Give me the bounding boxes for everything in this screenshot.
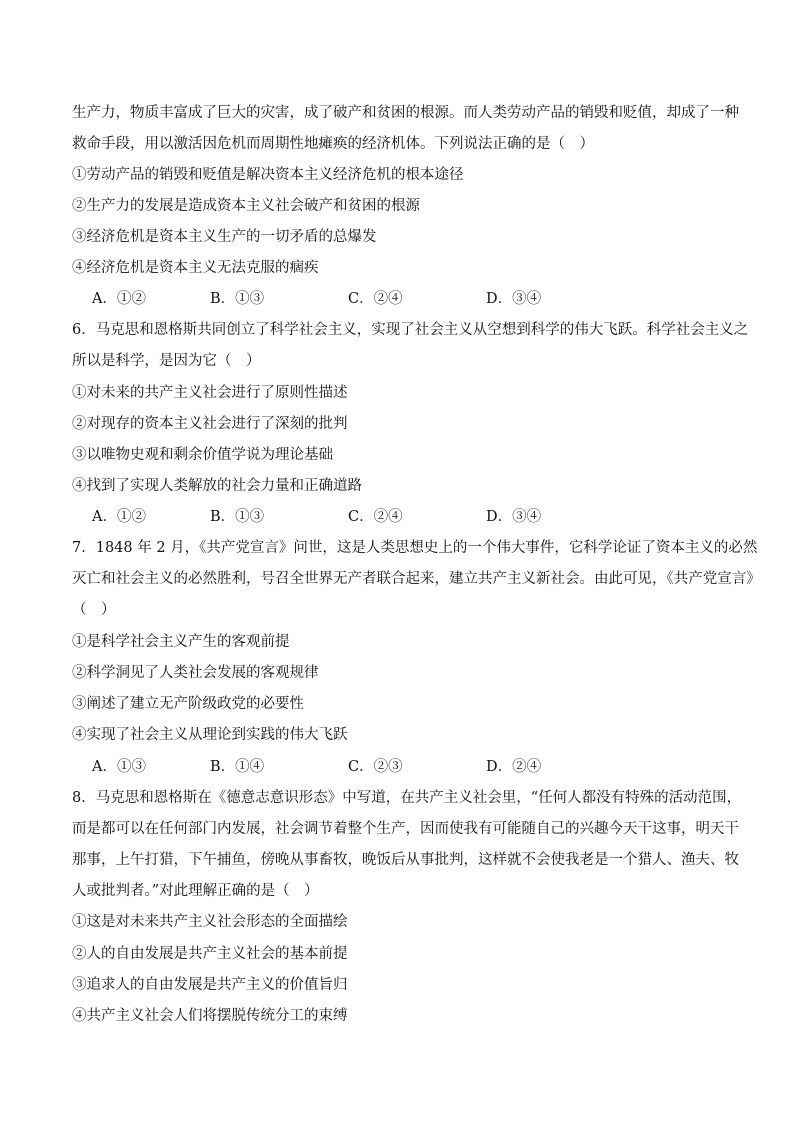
q8-option-2: ②人的自由发展是共产主义社会的基本前提	[72, 946, 348, 962]
q7-option-3: ③阐述了建立无产阶级政党的必要性	[72, 696, 304, 712]
q6-stem-line-2: 所以是科学，是因为它（ ）	[72, 353, 261, 369]
q6-option-3: ③以唯物史观和剩余价值学说为理论基础	[72, 447, 333, 463]
q8-stem-line-1: 8．马克思和恩格斯在《德意志意识形态》中写道，在共产主义社会里，“任何人都没有特殊的活动范围，	[72, 790, 742, 806]
q6-stem-line-1: 6．马克思和恩格斯共同创立了科学社会主义，实现了社会主义从空想到科学的伟大飞跃。科学社会主义之	[72, 322, 749, 338]
q5-choices	[92, 289, 732, 309]
q5-option-3: ③经济危机是资本主义生产的一切矛盾的总爆发	[72, 229, 377, 245]
q5-option-2: ②生产力的发展是造成资本主义社会破产和贫困的根源	[72, 198, 420, 214]
q6-option-4: ④找到了实现人类解放的社会力量和正确道路	[72, 478, 362, 494]
q8-option-1: ①这是对未来共产主义社会形态的全面描绘	[72, 914, 348, 930]
q6-option-1: ①对未来的共产主义社会进行了原则性描述	[72, 385, 348, 401]
q7-choice-b: B．①④	[210, 759, 265, 775]
q5-option-1: ①劳动产品的销毁和贬值是解决资本主义经济危机的根本途径	[72, 167, 464, 183]
q7-option-2: ②科学洞见了人类社会发展的客观规律	[72, 665, 319, 681]
q6-choices	[92, 507, 732, 527]
q8-stem-line-2: 而是都可以在任何部门内发展，社会调节着整个生产，因而使我有可能随自己的兴趣今天干这事，明天干	[72, 821, 739, 837]
q5-choice-a: A．①②	[92, 291, 146, 307]
q5-option-4: ④经济危机是资本主义无法克服的痼疾	[72, 260, 319, 276]
q5-choice-d: D．③④	[486, 291, 542, 307]
q5-stem-line-1: 生产力，物质丰富成了巨大的灾害，成了破产和贫困的根源。而人类劳动产品的销毁和贬值，却成了一种	[72, 105, 739, 121]
q6-choice-a: A．①②	[92, 509, 146, 525]
q8-option-4: ④共产主义社会人们将摆脱传统分工的束缚	[72, 1008, 348, 1024]
q7-choice-c: C．②③	[348, 759, 403, 775]
q7-stem-line-2: 灭亡和社会主义的必然胜利，号召全世界无产者联合起来，建立共产主义新社会。由此可见，《共产党宣言》	[72, 571, 761, 587]
q6-choice-b: B．①③	[210, 509, 265, 525]
q5-choice-b: B．①③	[210, 291, 265, 307]
q7-option-1: ①是科学社会主义产生的客观前提	[72, 634, 290, 650]
q5-stem-line-2: 救命手段，用以激活因危机而周期性地瘫痪的经济机体。下列说法正确的是（ ）	[72, 136, 594, 152]
q7-stem-line-3: （ ）	[72, 602, 116, 618]
q6-choice-d: D．③④	[486, 509, 542, 525]
q8-stem-line-3: 那事，上午打猎，下午捕鱼，傍晚从事畜牧，晚饭后从事批判，这样就不会使我老是一个猎人、渔夫、牧	[72, 852, 739, 868]
q5-choice-c: C．②④	[348, 291, 403, 307]
q7-choice-a: A．①③	[92, 759, 146, 775]
q7-choice-d: D．②④	[486, 759, 542, 775]
q6-choice-c: C．②④	[348, 509, 403, 525]
q6-option-2: ②对现存的资本主义社会进行了深刻的批判	[72, 416, 348, 432]
q7-option-4: ④实现了社会主义从理论到实践的伟大飞跃	[72, 727, 348, 743]
q8-option-3: ③追求人的自由发展是共产主义的价值旨归	[72, 977, 348, 993]
q7-stem-line-1: 7．1848 年 2 月，《共产党宣言》问世，这是人类思想史上的一个伟大事件，它科学论证了资本主义的必然	[72, 540, 758, 556]
q8-stem-line-4: 人或批判者。”对此理解正确的是（ ）	[72, 883, 319, 899]
q7-choices	[92, 757, 732, 777]
